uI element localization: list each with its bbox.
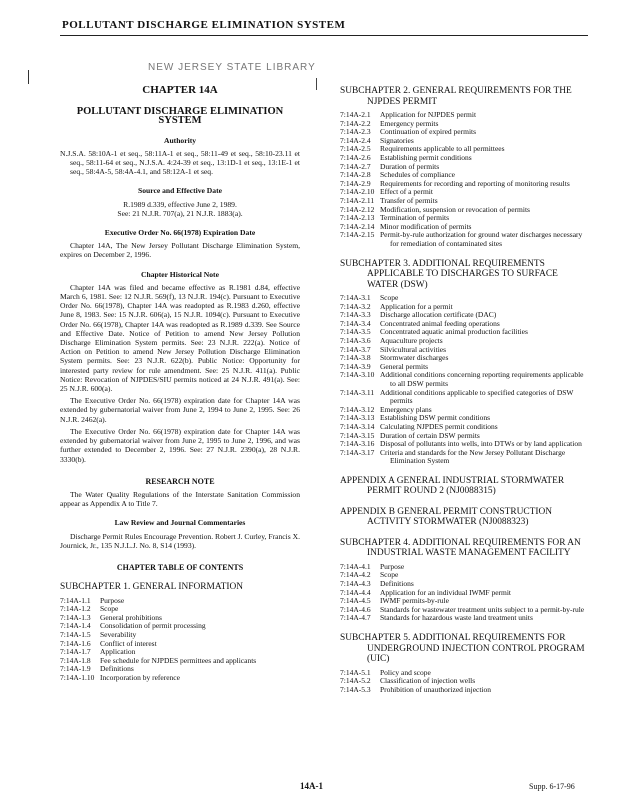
section-number: 7:14A-2.2	[340, 118, 371, 128]
toc-entry	[340, 686, 590, 695]
section-title: Minor modification of permits	[380, 221, 472, 231]
section-number: 7:14A-5.2	[340, 676, 371, 686]
section-number: 7:14A-4.6	[340, 604, 371, 614]
subchapter-heading: APPENDIX B GENERAL PERMIT CONSTRUCTION ACTIVITY STORMWATER (NJ0088323)	[340, 506, 552, 528]
section-number: 7:14A-3.9	[340, 361, 371, 371]
section-number: 7:14A-1.7	[60, 647, 91, 657]
toc-entry	[340, 180, 590, 189]
section-number: 7:14A-3.6	[340, 335, 371, 345]
margin-bar	[28, 70, 29, 84]
section-number: 7:14A-3.7	[340, 344, 371, 354]
section-title: Scope	[380, 570, 399, 580]
history-heading: Chapter Historical Note	[141, 269, 219, 279]
section-number: 7:14A-2.11	[340, 195, 375, 205]
section-number: 7:14A-2.4	[340, 135, 371, 145]
section-number: 7:14A-4.5	[340, 596, 371, 606]
section-title: Scope	[380, 293, 399, 302]
section-title: Definitions	[100, 664, 134, 674]
section-number: 7:14A-2.6	[340, 152, 371, 162]
section-title: Calculating NJPDES permit conditions	[380, 421, 498, 431]
left-column	[60, 82, 300, 683]
section-number: 7:14A-4.7	[340, 613, 371, 623]
section-number: 7:14A-2.1	[340, 110, 371, 119]
subchapter-heading: SUBCHAPTER 5. ADDITIONAL REQUIREMENTS FOR UNDERGROUND INJECTION CONTROL PROGRAM (UIC)	[340, 633, 585, 665]
research-text: The Water Quality Regulations of the Interstate Sanitation Commission appear as Appendix A to Title 7.	[60, 489, 300, 509]
toc-entry	[60, 622, 300, 631]
toc-entry	[60, 605, 300, 614]
section-title: Additional conditions concerning reporting requirements applicable to all DSW permits	[380, 370, 584, 388]
section-number: 7:14A-1.1	[60, 595, 91, 605]
section-title: Requirements applicable to all permittees	[380, 144, 505, 154]
subchapter-heading: SUBCHAPTER 2. GENERAL REQUIREMENTS FOR THE NJPDES PERMIT	[340, 86, 572, 107]
source-heading: Source and Effective Date	[137, 186, 222, 196]
section-title: Modification, suspension or revocation of permits	[380, 204, 530, 214]
section-title: Continuation of expired permits	[380, 127, 477, 137]
toc-entry	[340, 154, 590, 163]
section-number: 7:14A-1.9	[60, 664, 91, 674]
section-title: IWMF permits-by-rule	[380, 596, 449, 606]
history-paragraph-3: The Executive Order No. 66(1978) expiration date for Chapter 14A was extended by gubernatorial waiver from June 2, 1995 to June 2, 1996, and was further extended to December 2, 1996. See: 27 N.J.R. 2390(a), 28 N.J.R. 3330(b).	[60, 426, 300, 464]
toc-entry	[340, 614, 590, 623]
section-number: 7:14A-3.15	[340, 430, 375, 440]
right-column	[340, 86, 590, 694]
source-line-2: See: 21 N.J.R. 707(a), 21 N.J.R. 1883(a).	[117, 208, 243, 218]
section-title: Criteria and standards for the New Jersey Pollutant Discharge Elimination System	[380, 447, 566, 466]
section-title: Duration of permits	[380, 161, 440, 171]
section-title: Fee schedule for NJPDES permittees and applicants	[100, 655, 257, 665]
toc-entry	[340, 563, 590, 572]
toc-entry	[60, 674, 300, 683]
section-number: 7:14A-2.7	[340, 161, 371, 171]
section-title: Classification of injection wells	[380, 676, 476, 686]
toc-entry	[60, 597, 300, 606]
section-number: 7:14A-5.1	[340, 667, 371, 677]
section-title: Transfer of permits	[380, 195, 438, 205]
section-title: Definitions	[380, 579, 414, 589]
law-review-heading: Law Review and Journal Commentaries	[114, 518, 246, 528]
section-number: 7:14A-3.1	[340, 293, 371, 302]
toc-heading: CHAPTER TABLE OF CONTENTS	[116, 562, 244, 572]
subchapter-heading: APPENDIX A GENERAL INDUSTRIAL STORMWATER PERMIT ROUND 2 (NJ0088315)	[340, 475, 565, 497]
toc-entry	[340, 346, 590, 355]
section-title: Concentrated animal feeding operations	[380, 318, 500, 328]
section-title: Purpose	[380, 561, 405, 571]
section-number: 7:14A-3.16	[340, 439, 375, 449]
section-number: 7:14A-1.8	[60, 655, 91, 665]
subchapter-heading: SUBCHAPTER 1. GENERAL INFORMATION	[60, 582, 243, 593]
section-title: Schedules of compliance	[380, 170, 455, 180]
toc-entry	[60, 640, 300, 649]
section-title: Concentrated aquatic animal production facilities	[380, 327, 528, 337]
section-number: 7:14A-3.4	[340, 318, 371, 328]
section-number: 7:14A-2.10	[340, 187, 375, 197]
library-stamp: NEW JERSEY STATE LIBRARY	[148, 62, 316, 73]
section-title: Application for an individual IWMF permit	[380, 587, 512, 597]
toc-entry	[340, 128, 590, 137]
toc-entry	[340, 571, 590, 580]
section-number: 7:14A-1.5	[60, 630, 91, 639]
subchapter-heading: SUBCHAPTER 4. ADDITIONAL REQUIREMENTS FOR AN INDUSTRIAL WASTE MANAGEMENT FACILITY	[340, 537, 581, 559]
supplement-date: Supp. 6-17-96	[529, 782, 575, 791]
history-paragraph-2: The Executive Order No. 66(1978) expiration date for Chapter 14A was extended by gubernatorial waiver from June 2, 1994 to June 2, 1995. See: 26 N.J.R. 2462(a).	[60, 396, 300, 424]
section-title: Permit-by-rule authorization for ground water discharges necessary for remediation of contaminated sites	[380, 230, 583, 248]
section-title: Disposal of pollutants into wells, into DTWs or by land application	[380, 439, 582, 449]
section-title: Application	[100, 647, 136, 657]
page-folio: 14A-1	[300, 781, 323, 791]
history-paragraph-1: Chapter 14A was filed and became effective as R.1981 d.84, effective March 6, 1981. See: 12 N.J.R. 569(f), 13 N.J.R. 194(c). Pursuant to Executive Order No. 66(1978), Chapter 14A was readopted as R.1983 d.260, effective June 8, 1983. See: 15 N.J.R. 606(a), 15 N.J.R. 1094(c). Pursuant to Executive Order No. 66(1978), Chapter 14A was readopted as R.1989 d.339. See Source and Effective Date. Notice of Petition to amend New Jersey Pollution Discharge Elimination System permits. See: 23 N.J.R. 222(a). Notice of Action on Petition to amend New Jersey Pollution Discharge Elimination System permits. See: 23 N.J.R. 622(b). Public Notice: Opportunity for interested party review for rule amendment. See: 25 N.J.R. 411(a). Public Notice: Revocation of NJPDES/SIU permits noticed at 24 N.J.R. 491(a). See: 25 N.J.R. 600(a).	[60, 282, 300, 394]
section-title: General prohibitions	[100, 612, 162, 622]
toc-entry	[340, 328, 590, 337]
section-number: 7:14A-3.12	[340, 404, 375, 414]
toc-entry	[340, 163, 590, 172]
chapter-title: POLLUTANT DISCHARGE ELIMINATION SYSTEM	[76, 106, 284, 127]
section-title: Requirements for recording and reporting of monitoring results	[380, 178, 570, 188]
column-tick	[316, 78, 317, 90]
section-title: Standards for wastewater treatment units subject to a permit-by-rule	[380, 604, 585, 614]
section-title: Signatories	[380, 135, 414, 145]
source-line-1: R.1989 d.339, effective June 2, 1989.	[123, 199, 237, 209]
section-title: Incorporation by reference	[100, 672, 180, 682]
section-number: 7:14A-2.5	[340, 144, 371, 154]
section-title: Conflict of interest	[100, 638, 157, 648]
section-title: Purpose	[100, 595, 125, 605]
section-number: 7:14A-2.9	[340, 178, 371, 188]
toc-entry	[60, 665, 300, 674]
section-title: Establishing DSW permit conditions	[380, 413, 491, 423]
section-number: 7:14A-2.15	[340, 230, 375, 240]
section-title: Establishing permit conditions	[380, 152, 472, 162]
chapter-heading: CHAPTER 14A	[142, 84, 218, 96]
section-number: 7:14A-1.3	[60, 612, 91, 622]
section-title: General permits	[380, 361, 429, 371]
section-title: Emergency plans	[380, 404, 432, 414]
toc-entry	[340, 449, 590, 466]
header-rule	[60, 35, 588, 36]
section-title: Aquaculture projects	[380, 335, 443, 345]
section-number: 7:14A-1.10	[60, 672, 95, 682]
toc-entry	[60, 657, 300, 666]
section-title: Discharge allocation certificate (DAC)	[380, 310, 497, 320]
toc-entry	[340, 371, 590, 388]
section-number: 7:14A-3.5	[340, 327, 371, 337]
section-number: 7:14A-3.14	[340, 421, 375, 431]
right-toc	[340, 86, 590, 694]
section-number: 7:14A-2.14	[340, 221, 375, 231]
section-title: Duration of certain DSW permits	[380, 430, 480, 440]
toc-entry	[340, 294, 590, 303]
eo-text: Chapter 14A, The New Jersey Pollutant Discharge Elimination System, expires on December 2, 1996.	[60, 241, 300, 260]
section-title: Prohibition of unauthorized injection	[380, 684, 492, 694]
left-toc	[60, 582, 300, 682]
authority-text: N.J.S.A. 58:10A-1 et seq., 58:11A-1 et seq., 58:11-49 et seq., 58:10-23.11 et seq., 58:11-64 et seq., N.J.S.A. 4:24-39 et seq., 13:1D-1 et seq., 13:1E-1 et seq., 58:4A-5, 58:4A-4.1, and 58:12A-1 et seq.	[60, 148, 300, 177]
toc-entry	[340, 589, 590, 598]
section-number: 7:14A-3.17	[340, 447, 375, 457]
section-number: 7:14A-1.2	[60, 604, 91, 614]
section-number: 7:14A-5.3	[340, 684, 371, 694]
section-number: 7:14A-4.2	[340, 570, 371, 580]
section-title: Stormwater discharges	[380, 353, 449, 363]
section-number: 7:14A-2.13	[340, 213, 375, 223]
section-title: Severability	[100, 630, 137, 639]
section-title: Effect of a permit	[380, 187, 433, 197]
section-title: Additional conditions applicable to specified categories of DSW permits	[380, 387, 574, 406]
section-title: Consolidation of permit processing	[100, 621, 206, 631]
section-title: Application for NJPDES permit	[380, 110, 477, 119]
section-number: 7:14A-3.3	[340, 310, 371, 320]
section-number: 7:14A-2.12	[340, 204, 375, 214]
section-number: 7:14A-2.3	[340, 127, 371, 137]
section-number: 7:14A-4.4	[340, 587, 371, 597]
running-head: POLLUTANT DISCHARGE ELIMINATION SYSTEM	[62, 19, 346, 31]
authority-heading: Authority	[163, 135, 197, 145]
toc-entry	[340, 188, 590, 197]
section-number: 7:14A-3.13	[340, 413, 375, 423]
section-number: 7:14A-2.8	[340, 170, 371, 180]
section-title: Emergency permits	[380, 118, 439, 128]
section-title: Standards for hazardous waste land treatment units	[380, 613, 533, 623]
section-title: Scope	[100, 604, 119, 614]
toc-entry	[60, 631, 300, 640]
section-number: 7:14A-3.11	[340, 387, 375, 397]
toc-entry	[340, 389, 590, 406]
section-title: Termination of permits	[380, 213, 450, 223]
toc-entry	[340, 206, 590, 215]
research-heading: RESEARCH NOTE	[145, 476, 215, 486]
section-number: 7:14A-1.6	[60, 638, 91, 648]
section-number: 7:14A-1.4	[60, 621, 91, 631]
toc-entry	[340, 354, 590, 363]
toc-entry	[340, 231, 590, 248]
toc-entry	[340, 111, 590, 120]
law-review-text: Discharge Permit Rules Encourage Prevention. Robert J. Curley, Francis X. Journick, Jr., 135 N.J.L.J. No. 8, S14 (1993).	[60, 531, 300, 550]
section-number: 7:14A-4.3	[340, 579, 371, 589]
section-number: 7:14A-3.2	[340, 301, 371, 311]
toc-entry	[340, 337, 590, 346]
subchapter-heading: SUBCHAPTER 3. ADDITIONAL REQUIREMENTS APPLICABLE TO DISCHARGES TO SURFACE WATER (DSW)	[340, 258, 558, 290]
section-number: 7:14A-3.10	[340, 370, 375, 380]
section-title: Policy and scope	[380, 667, 431, 677]
section-number: 7:14A-3.8	[340, 353, 371, 363]
section-title: Silvicultural activities	[380, 344, 447, 354]
section-title: Application for a permit	[380, 301, 453, 311]
eo-heading: Executive Order No. 66(1978) Expiration Date	[104, 228, 256, 238]
section-number: 7:14A-4.1	[340, 561, 371, 571]
